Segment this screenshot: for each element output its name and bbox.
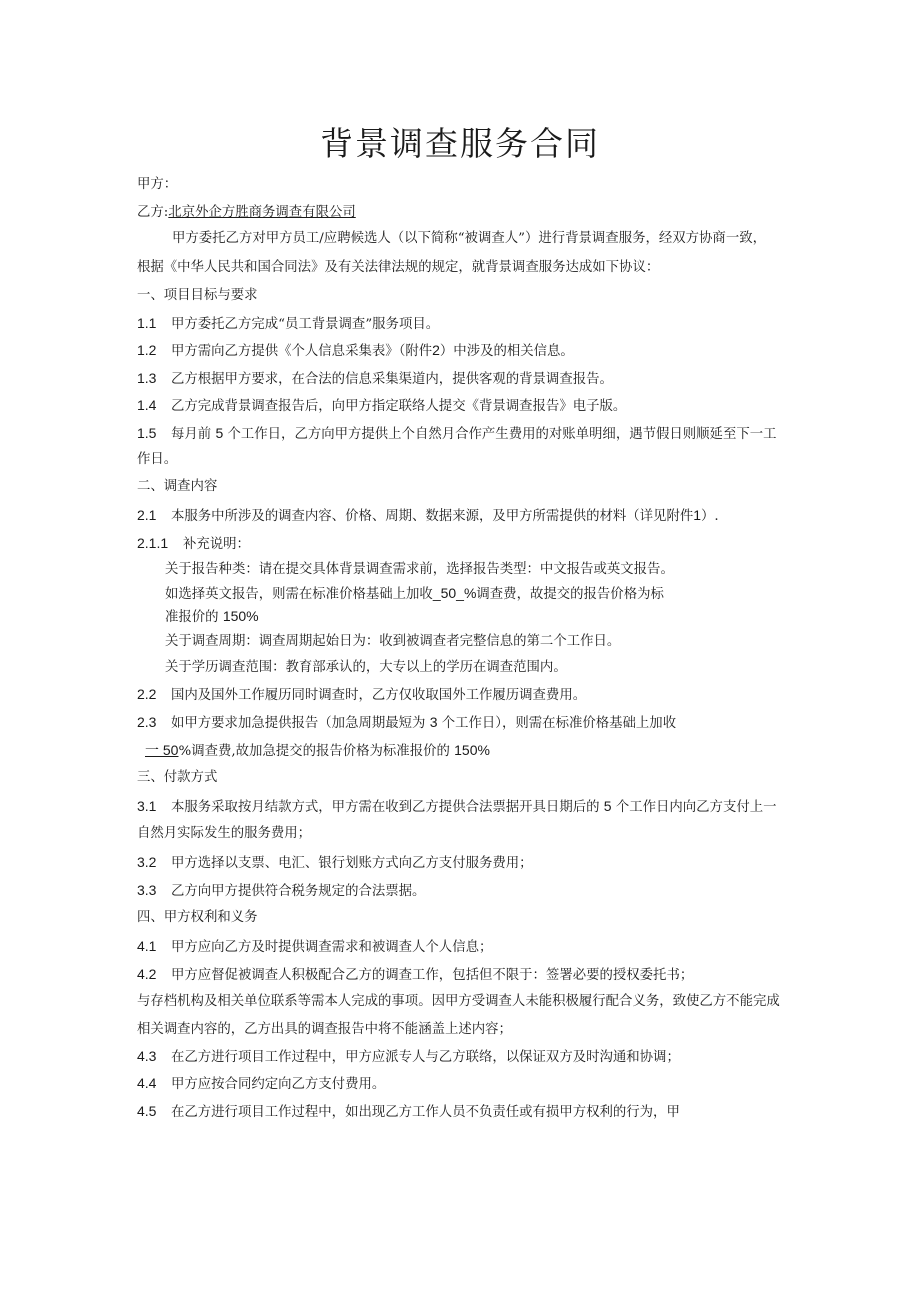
section-4-heading: 四、甲方权利和义务 xyxy=(137,910,258,925)
party-b-line xyxy=(137,203,356,223)
clause-2-1: 2.1 本服务中所涉及的调查内容、价格、周期、数据来源，及甲方所需提供的材料（详见附件1）. xyxy=(137,507,719,524)
note-education: 关于学历调查范围：教育部承认的，大专以上的学历在调查范围内。 xyxy=(165,660,567,675)
party-b-name: 北京外企方胜商务调查有限公司 xyxy=(168,205,356,220)
clause-4-2-continued-2: 相关调查内容的，乙方出具的调查报告中将不能涵盖上述内容； xyxy=(137,1022,512,1037)
clause-2-2: 2.2 国内及国外工作履历同时调查时，乙方仅收取国外工作履历调查费用。 xyxy=(137,686,587,703)
note-english-report: 如选择英文报告，则需在标准价格基础上加收_50_%调查费，故提交的报告价格为标 xyxy=(165,585,664,602)
clause-3-1-continued: 自然月实际发生的服务费用； xyxy=(137,826,312,841)
note-report-type: 关于报告种类：请在提交具体背景调查需求前，选择报告类型：中文报告或英文报告。 xyxy=(165,562,674,577)
clause-3-1: 3.1 本服务采取按月结款方式，甲方需在收到乙方提供合法票据开具日期后的 5 个工作日内向乙方支付上一 xyxy=(137,798,777,815)
party-a-label: 甲方： xyxy=(137,177,178,192)
note-english-report-continued: 准报价的 150% xyxy=(165,608,259,625)
clause-1-2: 1.2 甲方需向乙方提供《个人信息采集表》（附件2）中涉及的相关信息。 xyxy=(137,342,574,359)
clause-4-1: 4.1 甲方应向乙方及时提供调查需求和被调查人个人信息； xyxy=(137,938,493,955)
party-b-label: 乙方: xyxy=(137,205,169,220)
clause-2-3: 2.3 如甲方要求加急提供报告（加急周期最短为 3 个工作日），则需在标准价格基础上加收 xyxy=(137,714,677,731)
section-2-heading: 二、调查内容 xyxy=(137,479,218,494)
document-title: 背景调查服务合同 xyxy=(320,124,600,163)
clause-2-1-1: 2.1.1 补充说明： xyxy=(137,535,250,552)
clause-1-4: 1.4 乙方完成背景调查报告后，向甲方指定联络人提交《背景调查报告》电子版。 xyxy=(137,397,627,414)
clause-4-5: 4.5 在乙方进行项目工作过程中，如出现乙方工作人员不负责任或有损甲方权利的行为，甲 xyxy=(137,1103,680,1120)
note-cycle: 关于调查周期：调查周期起始日为：收到被调查者完整信息的第二个工作日。 xyxy=(165,634,621,649)
clause-1-1: 1.1 甲方委托乙方完成“员工背景调查”服务项目。 xyxy=(137,315,440,332)
clause-4-3: 4.3 在乙方进行项目工作过程中，甲方应派专人与乙方联络，以保证双方及时沟通和协调； xyxy=(137,1048,680,1065)
clause-4-2-continued-1: 与存档机构及相关单位联系等需本人完成的事项。因甲方受调查人未能积极履行配合义务，致使乙方不能完成 xyxy=(137,994,780,1009)
clause-2-3-continued: 一 50%调查费,故加急提交的报告价格为标准报价的 150% xyxy=(145,742,490,759)
section-3-heading: 三、付款方式 xyxy=(137,770,218,785)
intro-paragraph-line-2: 根据《中华人民共和国合同法》及有关法律法规的规定，就背景调查服务达成如下协议： xyxy=(137,260,660,275)
clause-1-3: 1.3 乙方根据甲方要求，在合法的信息采集渠道内，提供客观的背景调查报告。 xyxy=(137,370,613,387)
clause-1-5-continued: 作日。 xyxy=(137,452,178,467)
clause-1-5: 1.5 每月前 5 个工作日，乙方向甲方提供上个自然月合作产生费用的对账单明细，遇节假日则顺延至下一工 xyxy=(137,425,777,442)
clause-4-4: 4.4 甲方应按合同约定向乙方支付费用。 xyxy=(137,1075,386,1092)
clause-4-2: 4.2 甲方应督促被调查人积极配合乙方的调查工作，包括但不限于：签署必要的授权委托书； xyxy=(137,966,694,983)
clause-3-2: 3.2 甲方选择以支票、电汇、银行划账方式向乙方支付服务费用； xyxy=(137,854,533,871)
section-1-heading: 一、项目目标与要求 xyxy=(137,288,258,303)
intro-paragraph-line-1: 甲方委托乙方对甲方员工/应聘候选人（以下简称“被调查人”）进行背景调查服务，经双方协商一致， xyxy=(172,231,766,246)
clause-3-3: 3.3 乙方向甲方提供符合税务规定的合法票据。 xyxy=(137,882,426,899)
